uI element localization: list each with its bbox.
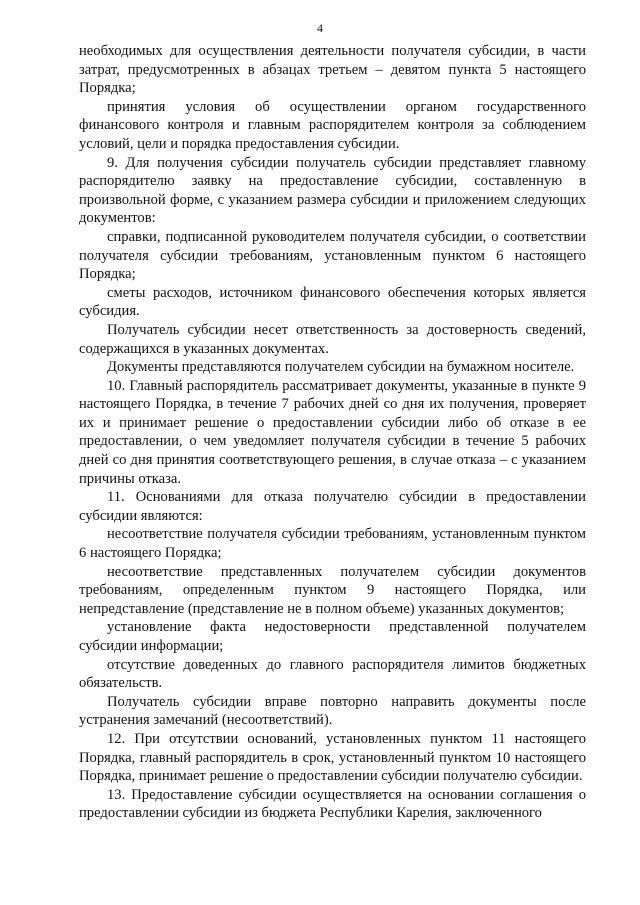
paragraph: Получатель субсидии несет ответственность за достоверность сведений, содержащихся в указанных документах. bbox=[79, 321, 586, 357]
paragraph: принятия условия об осуществлении органом государственного финансового контроля и главным распорядителем контроля за соблюдением условий, цели и порядка предоставления субсидии. bbox=[79, 98, 586, 152]
paragraph: отсутствие доведенных до главного распорядителя лимитов бюджетных обязательств. bbox=[79, 656, 586, 692]
paragraph: несоответствие получателя субсидии требованиям, установленным пунктом 6 настоящего Порядка; bbox=[79, 526, 586, 562]
paragraph: несоответствие представленных получателем субсидии документов требованиям, определенным пунктом 9 настоящего Порядка, или непредставление (представление не в полном объеме) указанных документов; bbox=[79, 563, 586, 617]
paragraph: 10. Главный распорядитель рассматривает документы, указанные в пункте 9 настоящего Порядка, в течение 7 рабочих дней со дня их получения, проверяет их и принимает решение о предоставлении субсидии либо об отказе в ее предоставлении, о чем уведомляет получателя субсидии в течение 5 рабочих дней со дня принятия соответствующего решения, в случае отказа – с указанием причины отказа. bbox=[79, 377, 586, 487]
paragraph: сметы расходов, источником финансового обеспечения которых является субсидия. bbox=[79, 284, 586, 320]
paragraph: установление факта недостоверности представленной получателем субсидии информации; bbox=[79, 619, 586, 654]
paragraph: необходимых для осуществления деятельности получателя субсидии, в части затрат, предусмотренных в абзацах третьем – девятом пункта 5 настоящего Порядка; bbox=[79, 43, 586, 97]
page-number: 4 bbox=[317, 21, 323, 35]
paragraph: 11. Основаниями для отказа получателю субсидии в предоставлении субсидии являются: bbox=[79, 489, 586, 524]
paragraph: 9. Для получения субсидии получатель субсидии представляет главному распорядителю заявку на предоставление субсидии, составленную в произвольной форме, с указанием размера субсидии и приложением следующих документов: bbox=[79, 154, 586, 227]
paragraph: справки, подписанной руководителем получателя субсидии, о соответствии получателя субсидии требованиям, установленным пунктом 6 настоящего Порядка; bbox=[79, 228, 586, 283]
document-body bbox=[79, 42, 586, 823]
paragraph: Получатель субсидии вправе повторно направить документы после устранения замечаний (несоответствий). bbox=[79, 693, 586, 729]
paragraph: 13. Предоставление субсидии осуществляется на основании соглашения о предоставлении субсидии из бюджета Республики Карелия, заключенного bbox=[79, 786, 586, 822]
paragraph: Документы представляются получателем субсидии на бумажном носителе. bbox=[107, 359, 575, 376]
paragraph: 12. При отсутствии оснований, установленных пунктом 11 настоящего Порядка, главный распорядитель в срок, установленный пунктом 10 настоящего Порядка, принимает решение о предоставлении субсидии получателю субсидии. bbox=[79, 730, 586, 785]
